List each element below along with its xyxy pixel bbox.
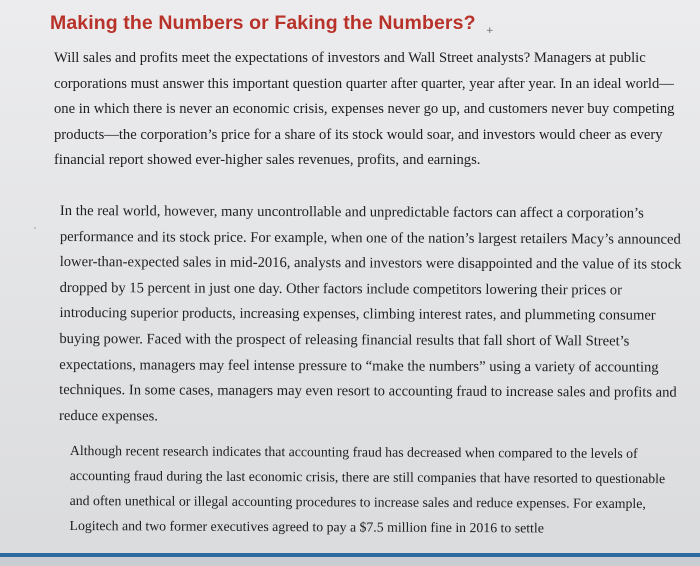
- article-title: Making the Numbers or Faking the Numbers?: [50, 12, 476, 34]
- page-bottom-band: [0, 557, 700, 566]
- stray-mark: ,: [34, 222, 37, 230]
- paragraph-1: Will sales and profits meet the expectations of investors and Wall Street analysts? Managers at public corporations must answer this important question quarter after quarter, year after year. In an ideal world—one in which there is never an economic crisis, expenses never go up, and customers never buy competing products—the corporation’s price for a share of its stock would soar, and investors would cheer as every financial report showed ever-higher sales revenues, profits, and earnings.: [54, 50, 675, 169]
- paragraph-2: In the real world, however, many uncontrollable and unpredictable factors can affect a corporation’s performance and its stock price. For example, when one of the nation’s largest retailers Macy’s announced lower-than-expected sales in mid-2016, analysts and investors were disappointed and the value of its stock dropped by 15 percent in just one day. Other factors include competitors lowering their prices or introducing superior products, increasing expenses, climbing interest rates, and plummeting consumer buying power. Faced with the prospect of releasing financial results that fall short of Wall Street’s expectations, managers may feel intense pressure to “make the numbers” using a variety of accounting techniques. In some cases, managers may even resort to accounting fraud to increase sales and profits and reduce expenses.: [59, 202, 682, 425]
- stray-mark: +: [486, 26, 494, 36]
- paragraph-3: Although recent research indicates that accounting fraud has decreased when compared to the levels of accounting fraud during the last economic crisis, there are still companies that have resorted to questionable and often unethical or illegal accounting procedures to increase sales and reduce expenses. For example, Logitech and two former executives agreed to pay a $7.5 million fine in 2016 to settle: [69, 442, 666, 536]
